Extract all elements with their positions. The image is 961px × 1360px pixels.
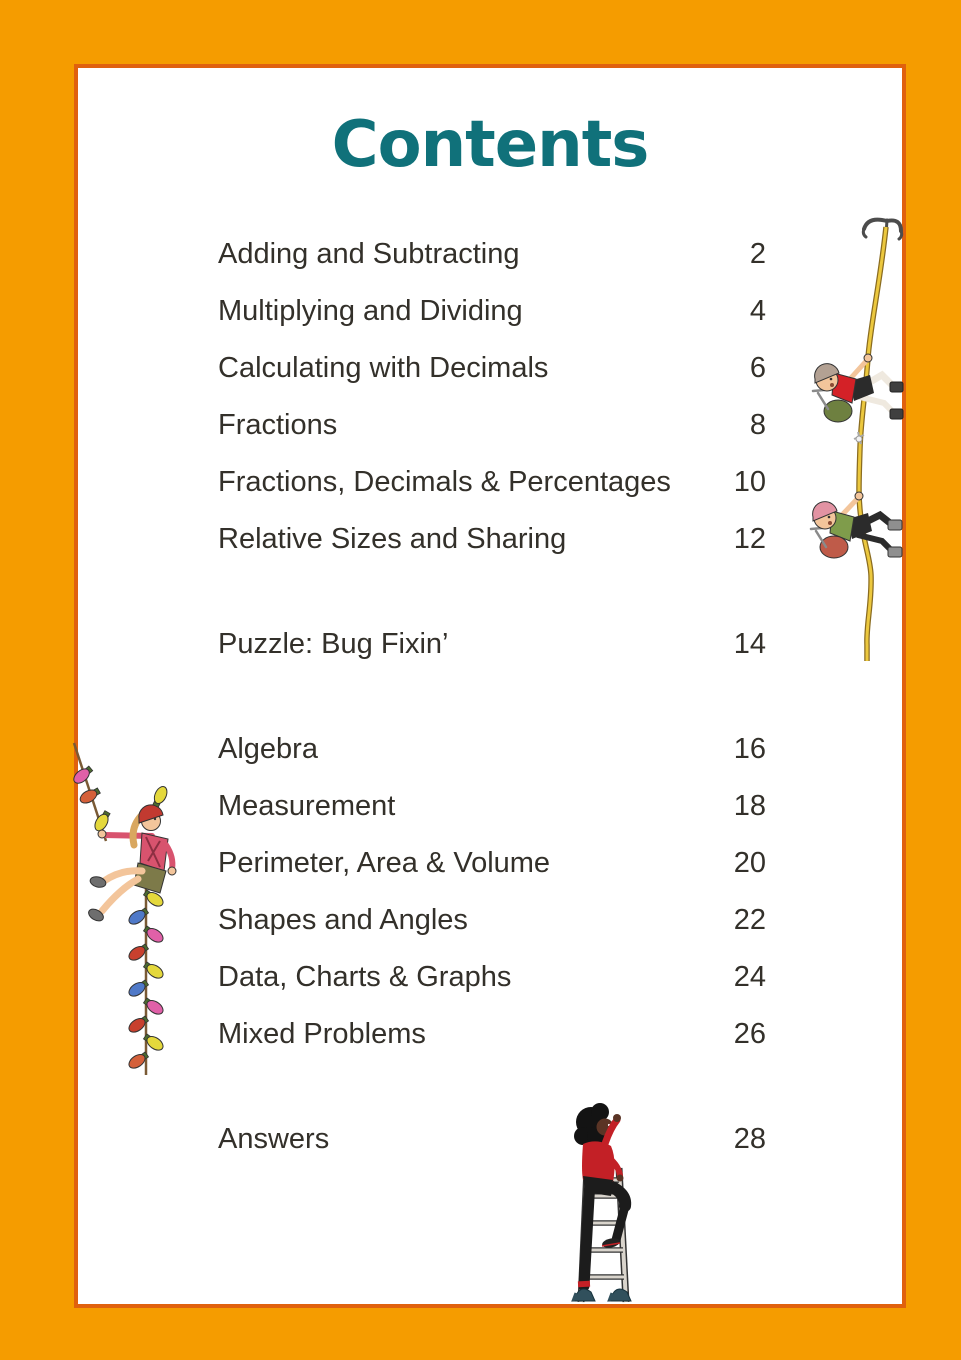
toc-entry — [218, 1006, 766, 1063]
page-title: Contents — [331, 108, 649, 182]
female-climber — [87, 785, 176, 924]
toc-entry — [218, 778, 766, 835]
toc-entry — [218, 721, 766, 778]
contents-page — [74, 64, 906, 1308]
toc-entry-label: Data, Charts & Graphs — [218, 961, 512, 993]
toc-entry — [218, 892, 766, 949]
toc-entry-label: Fractions, Decimals & Percentages — [218, 466, 671, 498]
climbers-on-rope-illustration — [798, 213, 904, 663]
toc-entry-page-number: 14 — [733, 628, 766, 660]
toc-entry-page-number: 18 — [733, 790, 766, 822]
toc-entry-label: Fractions — [218, 409, 338, 441]
toc-entry-label: Puzzle: Bug Fixin’ — [218, 628, 449, 660]
toc-entry-page-number: 16 — [733, 733, 766, 765]
toc-group — [218, 226, 766, 568]
climbing-rope-icon — [859, 227, 886, 661]
ladder-icon — [581, 1168, 626, 1302]
grappling-hook-icon — [863, 220, 901, 239]
toc-entry — [218, 397, 766, 454]
toc-entry-page-number: 28 — [733, 1123, 766, 1155]
climber-with-lights-illustration — [72, 741, 227, 1101]
toc-entry-page-number: 4 — [749, 295, 766, 327]
toc-entry-label: Mixed Problems — [218, 1018, 426, 1050]
toc-entry — [218, 283, 766, 340]
high-heel-icon — [608, 1289, 631, 1301]
toc-entry-label: Algebra — [218, 733, 318, 765]
toc-entry-label: Calculating with Decimals — [218, 352, 549, 384]
toc-entry-page-number: 2 — [749, 238, 766, 270]
toc-entry-page-number: 10 — [733, 466, 766, 498]
toc-entry-page-number: 6 — [749, 352, 766, 384]
piton-icon — [854, 432, 864, 444]
toc-entry — [218, 1111, 766, 1168]
lower-climber — [811, 492, 902, 558]
diagonal-rope-icon — [74, 743, 106, 841]
toc-entry-page-number: 12 — [733, 523, 766, 555]
toc-entry — [218, 454, 766, 511]
toc-entry-label: Answers — [218, 1123, 330, 1155]
toc-entry-page-number: 24 — [733, 961, 766, 993]
toc-entry — [218, 616, 766, 673]
toc-entry-label: Adding and Subtracting — [218, 238, 520, 270]
toc-entry-page-number: 20 — [733, 847, 766, 879]
toc-entry — [218, 511, 766, 568]
toc-entry-label: Multiplying and Dividing — [218, 295, 523, 327]
toc-group — [218, 721, 766, 1063]
upper-climber — [813, 354, 903, 422]
toc-entry-label: Measurement — [218, 790, 396, 822]
toc-entry-label: Relative Sizes and Sharing — [218, 523, 567, 555]
toc-entry-label: Shapes and Angles — [218, 904, 468, 936]
toc-group — [218, 1111, 766, 1168]
toc-entry-page-number: 22 — [733, 904, 766, 936]
toc-entry-page-number: 8 — [749, 409, 766, 441]
toc-entry-page-number: 26 — [733, 1018, 766, 1050]
high-heel-icon — [572, 1289, 595, 1301]
toc-entry — [218, 949, 766, 1006]
toc-group — [218, 616, 766, 673]
toc-entry — [218, 340, 766, 397]
toc-entry — [218, 226, 766, 283]
toc-entry-label: Perimeter, Area & Volume — [218, 847, 551, 879]
toc-entry — [218, 835, 766, 892]
toc — [218, 226, 766, 1168]
